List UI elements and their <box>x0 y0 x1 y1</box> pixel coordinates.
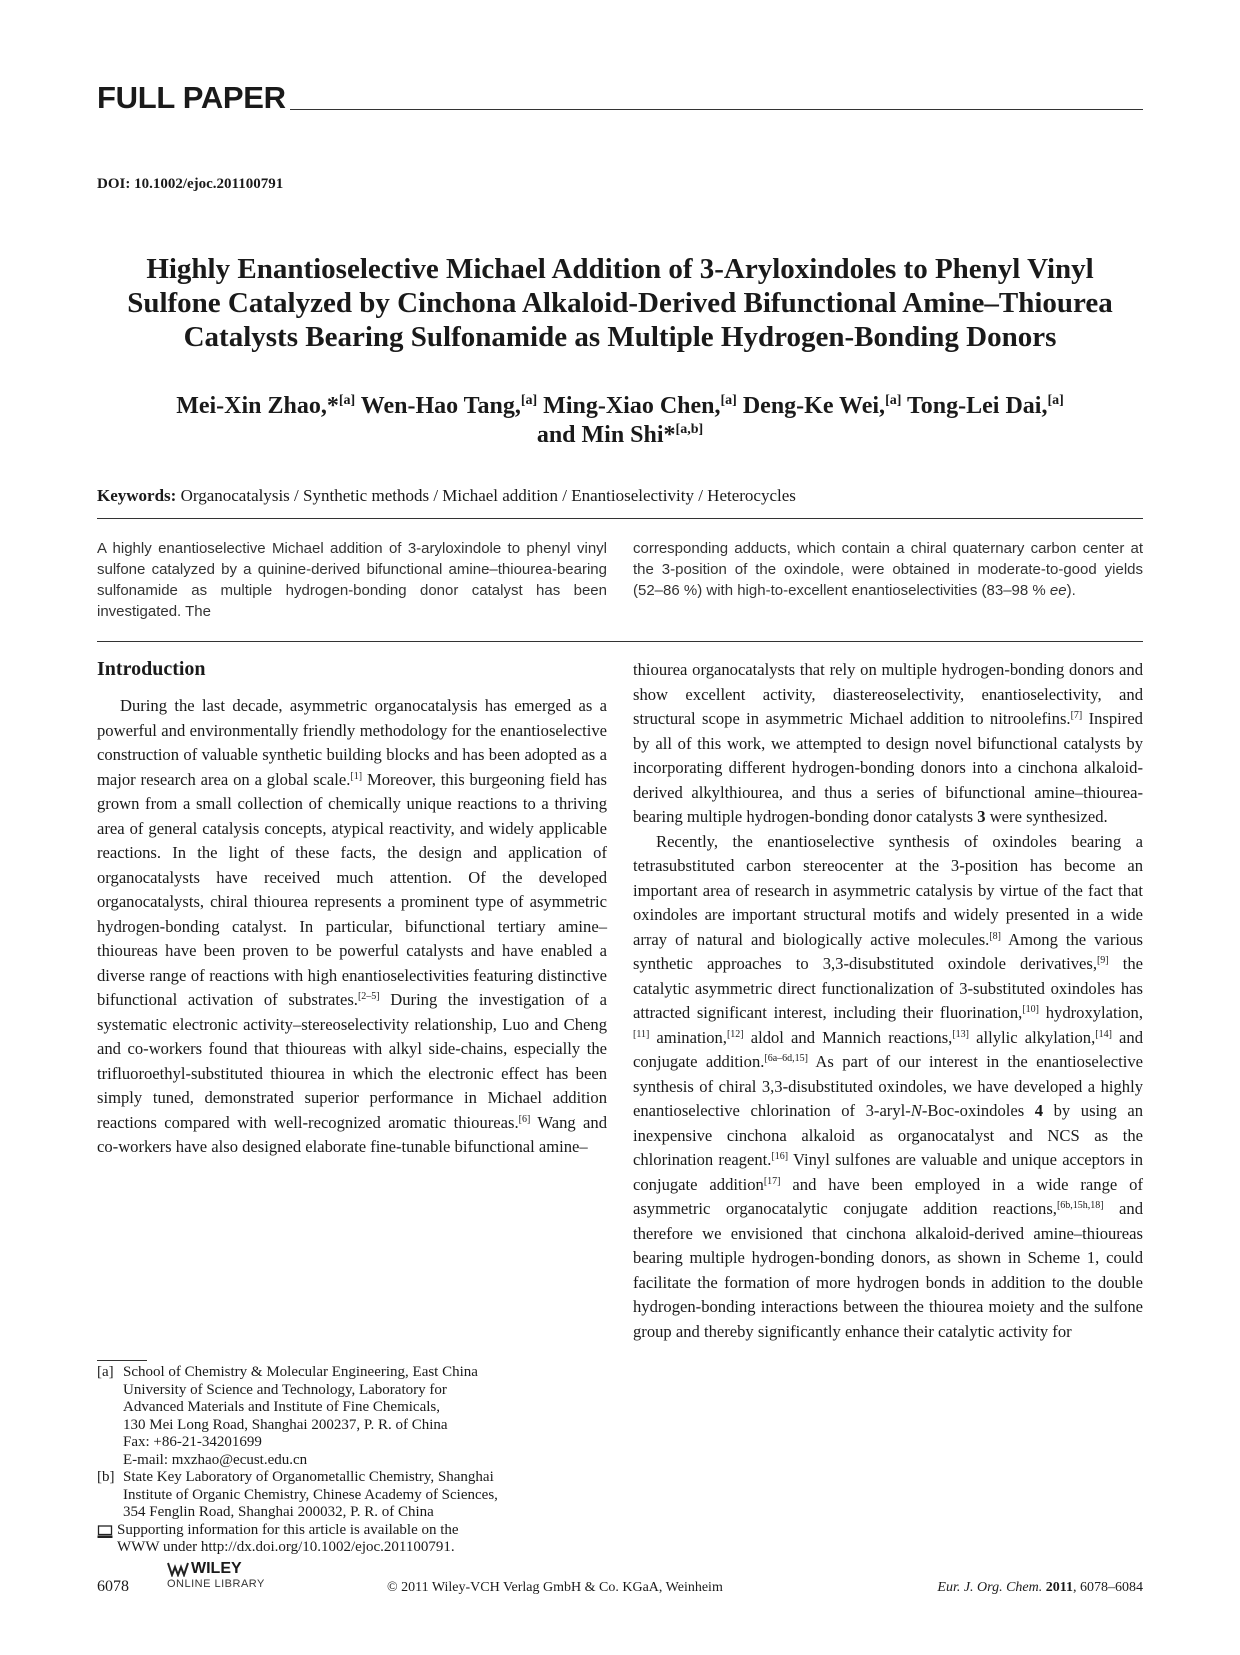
abstract-bottom-rule <box>97 641 1143 642</box>
citation: [14] <box>1095 1028 1112 1040</box>
body-text: amination, <box>649 1027 727 1047</box>
supporting-info-link[interactable]: WWW under http://dx.doi.org/10.1002/ejoc.201100791. <box>117 1539 455 1555</box>
citation: [17] <box>763 1175 781 1187</box>
body-text: As part of our interest in the enantioselective synthesis of chiral 3,3-disubstituted oxindoles, we have developed a highly enantioselective chlorination of 3-aryl- <box>633 1052 1143 1120</box>
title-line: Sulfone Catalyzed by Cinchona Alkaloid-Derived Bifunctional Amine–Thiourea <box>127 287 1113 319</box>
body-text: -Boc-oxindoles <box>921 1101 1035 1120</box>
body-text: were synthesized. <box>985 807 1108 826</box>
footnote-line: Fax: +86-21-34201699 <box>123 1434 262 1450</box>
footnote-line: 354 Fenglin Road, Shanghai 200032, P. R. of China <box>123 1504 434 1520</box>
citation: [16] <box>771 1151 789 1162</box>
body-text: Among the various synthetic approaches to 3,3-disubstituted oxindole derivatives, <box>633 929 1144 973</box>
author-affiliation: [a] <box>720 393 737 408</box>
author-name: Ming-Xiao Chen, <box>543 393 721 419</box>
body-paragraph <box>633 658 1143 830</box>
body-text: the catalytic asymmetric direct functionalization of 3-substituted oxindoles has attracted significant interest, including their fluorination, <box>633 954 1143 1022</box>
body-text: aldol and Mannich reactions, <box>743 1027 953 1047</box>
footnote-tag: [b] <box>97 1469 115 1485</box>
compound-number: 3 <box>977 807 986 826</box>
citation: [6a–6d,15] <box>764 1053 808 1064</box>
body-text: and conjugate addition. <box>633 1027 1143 1071</box>
author-affiliation: [a,b] <box>675 422 704 437</box>
wiley-mark-icon <box>167 1561 189 1577</box>
body-text: Wang and co-workers have also designed elaborate fine-tunable bifunctional amine– <box>97 1112 608 1156</box>
wiley-logo-text: WILEY <box>191 1560 242 1577</box>
body-text: by using an inexpensive cinchona alkaloid as organocatalyst and NCS as the chlorination reagent. <box>633 1101 1143 1169</box>
footnote-rule <box>97 1360 147 1361</box>
author-affiliation: [a] <box>520 393 538 408</box>
abstract-right <box>633 538 1143 601</box>
citation: [1] <box>350 770 363 782</box>
page-footer <box>97 1560 1143 1600</box>
citation: [6b,15h,18] <box>1056 1200 1104 1211</box>
abstract-ee: ee <box>1049 582 1067 599</box>
section-header <box>97 80 1143 120</box>
footnote-line: School of Chemistry & Molecular Engineering, East China <box>123 1364 478 1380</box>
paper-title <box>70 252 1170 354</box>
body-paragraph <box>97 694 607 1160</box>
footnote-line: 130 Mei Long Road, Shanghai 200237, P. R. of China <box>123 1416 448 1433</box>
abstract-text: ). <box>1066 582 1076 599</box>
computer-icon <box>97 1522 117 1557</box>
author-affiliation: [a] <box>338 393 356 408</box>
body-text: and therefore we envisioned that cinchona alkaloid-derived amine–thioureas bearing multiple hydrogen-bonding donors, as shown in Scheme 1, could facilitate the formation of more hydrogen bonds in addition to the double hydrogen-bonding interactions between the thiourea moiety and the sulfone group and thereby significantly enhance their catalytic activity for <box>633 1199 1143 1341</box>
abstract-left: A highly enantioselective Michael addition of 3-aryloxindole to phenyl vinyl sulfone catalyzed by a quinine-derived bifunctional amine–thiourea-bearing sulfonamide as multiple hydrogen-bonding donor catalyst has been investigated. The <box>97 540 607 620</box>
journal-pages: , 6078–6084 <box>1073 1580 1143 1595</box>
author-name: and Min Shi* <box>536 422 676 448</box>
body-paragraph <box>633 830 1143 1345</box>
supporting-info-note <box>97 1522 607 1557</box>
italic-text: N <box>910 1101 922 1120</box>
citation: [9] <box>1096 955 1109 966</box>
author-name: Wen-Hao Tang, <box>360 393 521 419</box>
title-line: Catalysts Bearing Sulfonamide as Multiple Hydrogen-Bonding Donors <box>183 321 1057 353</box>
doi: DOI: 10.1002/ejoc.201100791 <box>97 176 284 192</box>
footnote-line: Advanced Materials and Institute of Fine Chemicals, <box>123 1399 440 1415</box>
footnote-b <box>97 1469 607 1522</box>
footnotes <box>97 1364 607 1557</box>
author-name: Deng-Ke Wei, <box>742 393 886 419</box>
footnote-email[interactable]: E-mail: mxzhao@ecust.edu.cn <box>123 1451 308 1468</box>
citation: [11] <box>633 1028 650 1040</box>
keywords <box>97 486 796 506</box>
body-text: thiourea organocatalysts that rely on multiple hydrogen-bonding donors and show excellent activity, diastereoselectivity, enantioselectivity, and structural scope in asymmetric Michael addition to nitroolefins. <box>633 660 1143 728</box>
body-text: Inspired by all of this work, we attempted to design novel bifunctional catalysts by incorporating different hydrogen-bonding donors into a cinchona alkaloid-derived alkylthiourea, and thus a series of bifunctional amine–thiourea-bearing multiple hydrogen-bonding donor catalysts <box>633 709 1143 826</box>
footnote-tag: [a] <box>97 1364 114 1380</box>
citation: [10] <box>1022 1004 1040 1015</box>
body-text: Vinyl sulfones are valuable and unique acceptors in conjugate addition <box>633 1150 1143 1194</box>
keywords-label: Keywords: <box>97 486 177 505</box>
author-name: Tong-Lei Dai, <box>906 393 1048 419</box>
abstract-text: corresponding adducts, which contain a chiral quaternary carbon center at the 3-position of the oxindole, were obtained in moderate-to-good yields (52–86 %) with high-to-excellent enantioselectivities (83–98 % <box>633 540 1143 599</box>
wiley-logo[interactable] <box>167 1560 265 1590</box>
journal-citation <box>937 1580 1143 1596</box>
footnote-line: Institute of Organic Chemistry, Chinese Academy of Sciences, <box>123 1486 498 1503</box>
journal-name: Eur. J. Org. Chem. <box>937 1580 1043 1595</box>
header-label: FULL PAPER <box>97 80 290 116</box>
body-text: Recently, the enantioselective synthesis of oxindoles bearing a tetrasubstituted carbon stereocenter at the 3-position has become an important area of research in asymmetric catalysis by virtue of the fact that oxindoles are important structural motifs and widely presented in a wide array of natural and biologically active molecules. <box>633 831 1143 949</box>
citation: [13] <box>952 1028 969 1040</box>
footnote-line: State Key Laboratory of Organometallic Chemistry, Shanghai <box>123 1469 494 1485</box>
body-text: During the last decade, asymmetric organocatalysis has emerged as a powerful and environmentally friendly methodology for the enantioselective construction of valuable synthetic building blocks and has been adopted as a major research area on a global scale. <box>97 696 607 789</box>
title-line: Highly Enantioselective Michael Addition of 3-Aryloxindoles to Phenyl Vinyl <box>146 253 1094 285</box>
compound-number: 4 <box>1034 1101 1044 1120</box>
section-heading: Introduction <box>97 658 206 680</box>
abstract-top-rule <box>97 518 1143 519</box>
body-text: During the investigation of a systematic electronic activity–stereoselectivity relationship, Luo and Cheng and co-workers found that thioureas with alkyl side-chains, especially the trifluoroethyl-substituted thiourea in which the electronic effect has been simply tuned, demonstrated superior performance in Michael addition reactions compared with well-recognized aromatic thioureas. <box>97 990 608 1132</box>
citation: [6] <box>518 1113 531 1125</box>
body-text: and have been employed in a wide range of asymmetric organocatalytic conjugate addition reactions, <box>633 1174 1143 1218</box>
citation: [8] <box>989 930 1001 942</box>
keywords-text: Organocatalysis / Synthetic methods / Michael addition / Enantioselectivity / Heterocycles <box>180 486 796 505</box>
wiley-logo-sub: ONLINE LIBRARY <box>167 1578 265 1590</box>
citation: [2–5] <box>357 991 380 1002</box>
citation: [12] <box>726 1028 744 1040</box>
journal-year: 2011 <box>1045 1580 1073 1595</box>
body-text: allylic alkylation, <box>968 1027 1096 1047</box>
author-affiliation: [a] <box>885 393 902 408</box>
author-list <box>70 392 1170 450</box>
body-column-right <box>633 658 1143 1344</box>
body-column-left <box>97 658 608 1160</box>
body-text: hydroxylation, <box>1039 1003 1143 1022</box>
author-affiliation: [a] <box>1047 393 1064 408</box>
page-number: 6078 <box>97 1578 129 1595</box>
footnote-line: Supporting information for this article is available on the <box>117 1521 459 1538</box>
footnote-a <box>97 1364 607 1469</box>
author-name: Mei-Xin Zhao,* <box>176 393 339 419</box>
copyright: © 2011 Wiley-VCH Verlag GmbH & Co. KGaA, Weinheim <box>387 1580 723 1595</box>
citation: [7] <box>1070 710 1083 721</box>
body-text: Moreover, this burgeoning field has grown from a small collection of chemically unique reactions to a thriving area of general catalysis concepts, atypical reactivity, and widely applicable reactions. In the light of these facts, the design and application of organocatalysts have received much attention. Of the developed organocatalysts, chiral thiourea represents a prominent type of asymmetric hydrogen-bonding catalyst. In particular, bifunctional tertiary amine–thioureas have been proven to be powerful catalysts and have enabled a diverse range of reactions with high enantioselectivities featuring distinctive bifunctional activation of substrates. <box>97 769 608 1009</box>
footnote-line: University of Science and Technology, Laboratory for <box>123 1381 447 1398</box>
